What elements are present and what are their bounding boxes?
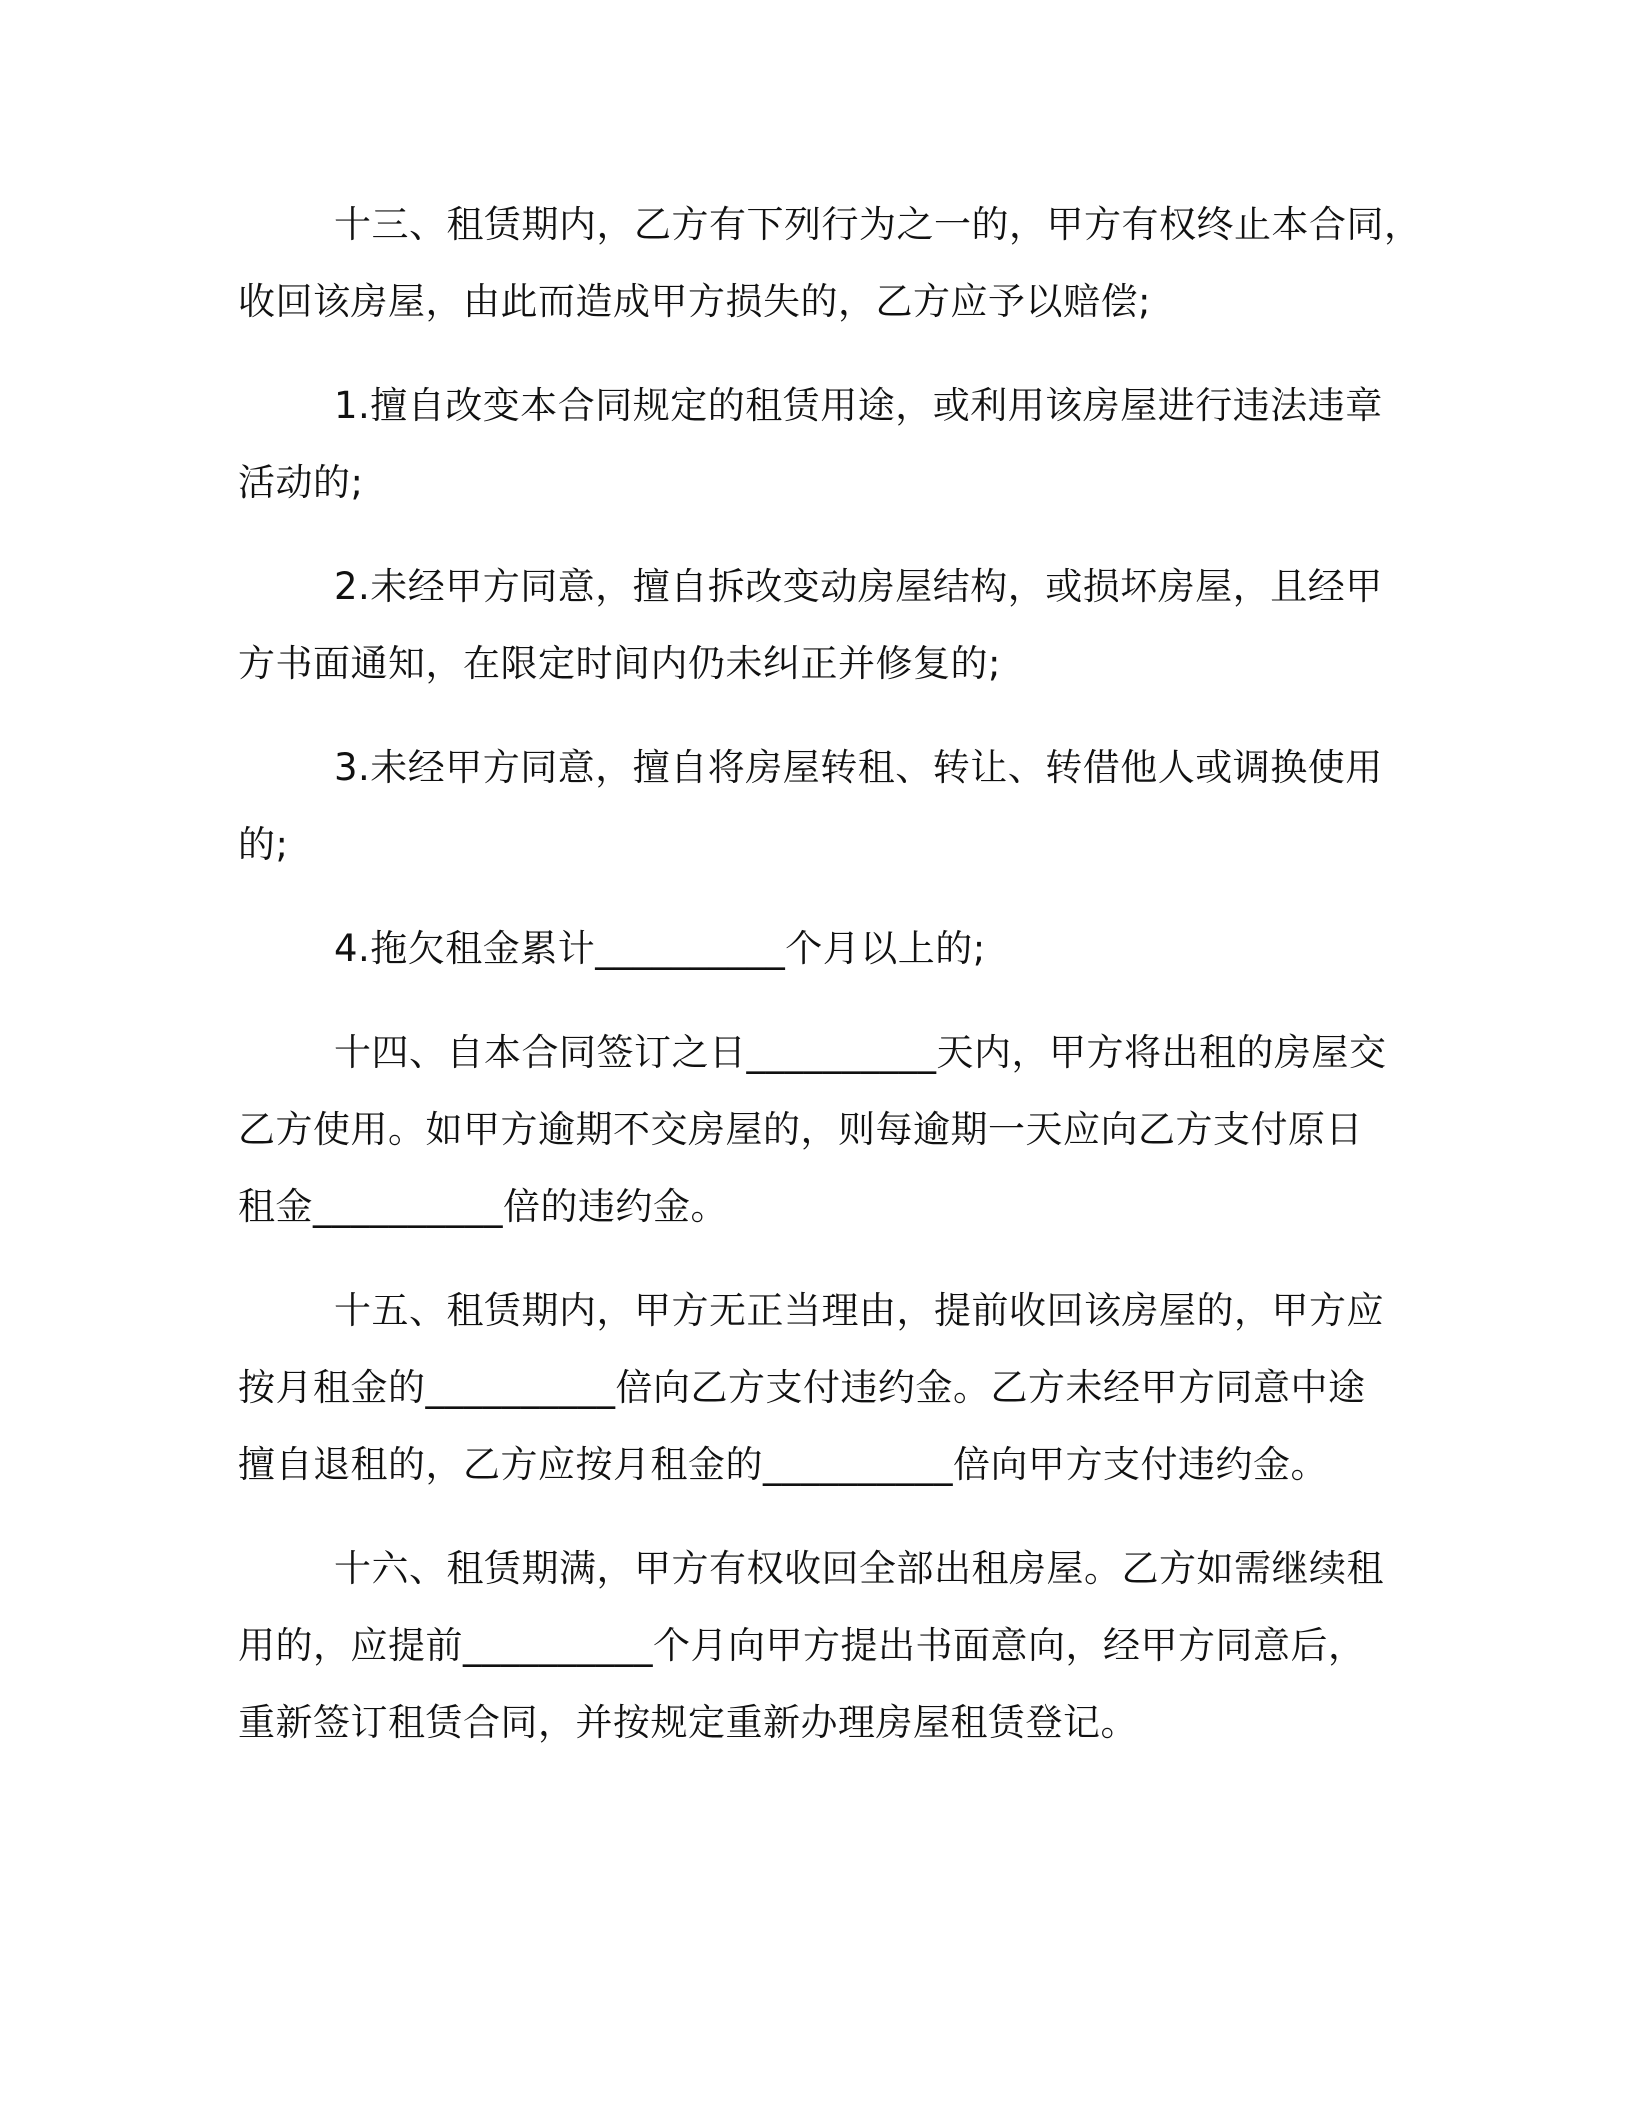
text-line: 收回该房屋，由此而造成甲方损失的，乙方应予以赔偿; [238,280,1151,323]
text-line: 十六、租赁期满，甲方有权收回全部出租房屋。乙方如需继续租 [334,1547,1384,1590]
text-line: 的; [238,823,289,866]
text-line: 活动的; [238,461,364,504]
text-line: 2.未经甲方同意，擅自拆改变动房屋结构，或损坏房屋，且经甲 [334,565,1383,608]
clause-13 [238,186,1422,340]
text-line: 乙方使用。如甲方逾期不交房屋的，则每逾期一天应向乙方支付原日 [238,1108,1363,1151]
text-line: 十五、租赁期内，甲方无正当理由，提前收回该房屋的，甲方应 [334,1289,1384,1332]
text-line: 重新签订租赁合同，并按规定重新办理房屋租赁登记。 [238,1701,1138,1744]
clause-13-item-2 [238,548,1393,702]
text-line: 租金__________倍的违约金。 [238,1185,728,1228]
text-line: 用的，应提前__________个月向甲方提出书面意向，经甲方同意后， [238,1624,1366,1667]
text-line: 十四、自本合同签订之日__________天内，甲方将出租的房屋交 [334,1031,1387,1074]
document-body [238,186,1422,1788]
text-line: 1.擅自改变本合同规定的租赁用途，或利用该房屋进行违法违章 [334,384,1383,427]
text-line: 4.拖欠租金累计__________个月以上的; [334,927,986,970]
text-line: 擅自退租的，乙方应按月租金的__________倍向甲方支付违约金。 [238,1443,1328,1486]
clause-13-item-3 [238,729,1393,883]
text-line: 按月租金的__________倍向乙方支付违约金。乙方未经甲方同意中途 [238,1366,1366,1409]
text-line: 3.未经甲方同意，擅自将房屋转租、转让、转借他人或调换使用 [334,746,1383,789]
text-line: 十三、租赁期内，乙方有下列行为之一的，甲方有权终止本合同， [334,203,1422,246]
clause-15 [238,1272,1393,1503]
clause-14 [238,1014,1393,1245]
text-line: 方书面通知，在限定时间内仍未纠正并修复的; [238,642,1001,685]
clause-13-item-4 [238,910,1393,987]
clause-13-item-1 [238,367,1393,521]
clause-16 [238,1530,1393,1761]
